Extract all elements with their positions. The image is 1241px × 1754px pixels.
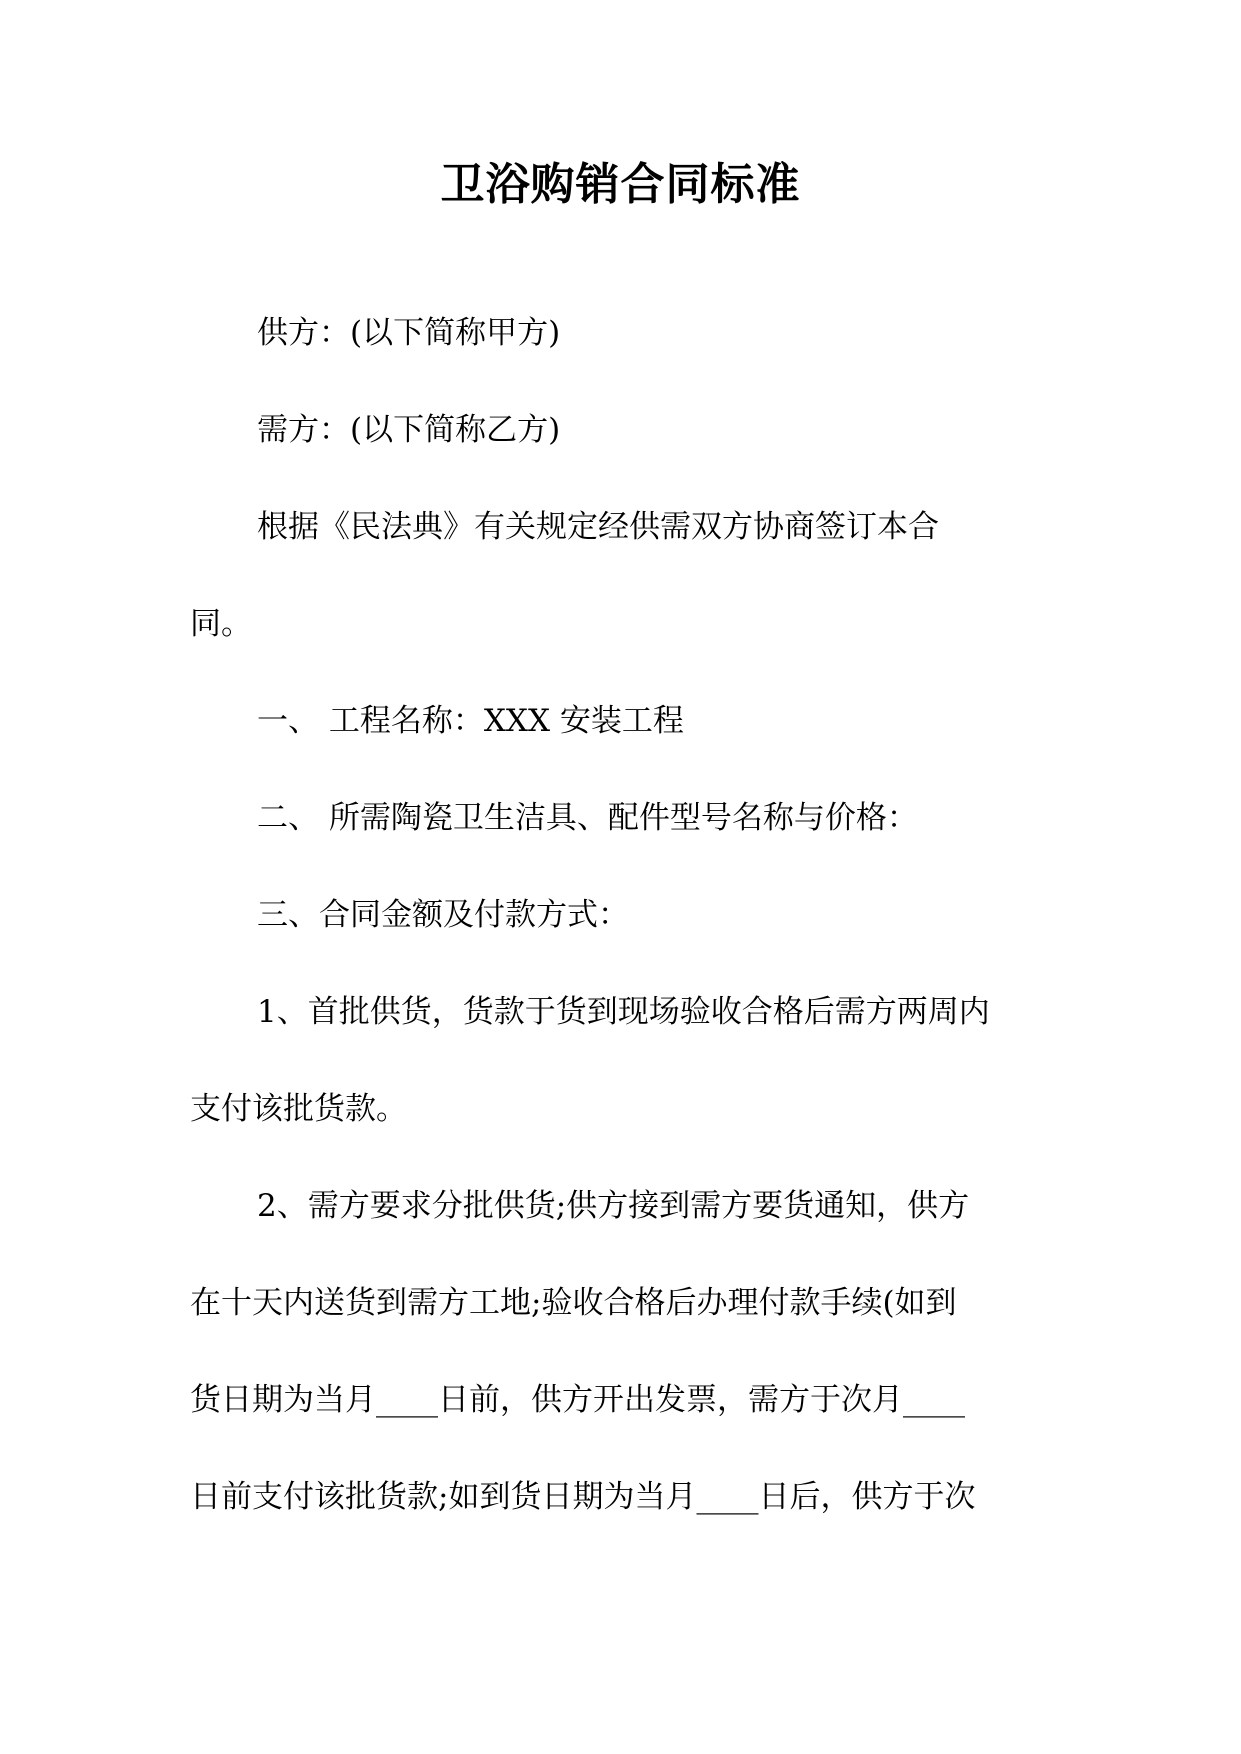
payment-item-2-line-4: 日前支付该批货款;如到货日期为当月____日后，供方于次 <box>190 1479 976 1515</box>
basis-line-continued: 同。 <box>190 606 252 642</box>
buyer-line: 需方：(以下简称乙方) <box>257 412 561 448</box>
clause-1-project-name: 一、 工程名称：XXX 安装工程 <box>257 703 684 739</box>
payment-item-2: 2、需方要求分批供货;供方接到需方要货通知，供方 <box>257 1188 970 1224</box>
payment-item-1: 1、首批供货，货款于货到现场验收合格后需方两周内 <box>257 994 990 1030</box>
payment-item-1-continued: 支付该批货款。 <box>190 1091 407 1127</box>
payment-item-2-line-2: 在十天内送货到需方工地;验收合格后办理付款手续(如到 <box>190 1285 957 1321</box>
clause-2-products: 二、 所需陶瓷卫生洁具、配件型号名称与价格： <box>257 800 918 836</box>
basis-line: 根据《民法典》有关规定经供需双方协商签订本合 <box>257 509 939 545</box>
supplier-line: 供方：(以下简称甲方) <box>257 315 561 351</box>
payment-item-2-line-3: 货日期为当月____日前，供方开出发票，需方于次月____ <box>190 1382 965 1418</box>
document-title: 卫浴购销合同标准 <box>440 159 801 210</box>
clause-3-payment: 三、合同金额及付款方式： <box>257 897 629 933</box>
